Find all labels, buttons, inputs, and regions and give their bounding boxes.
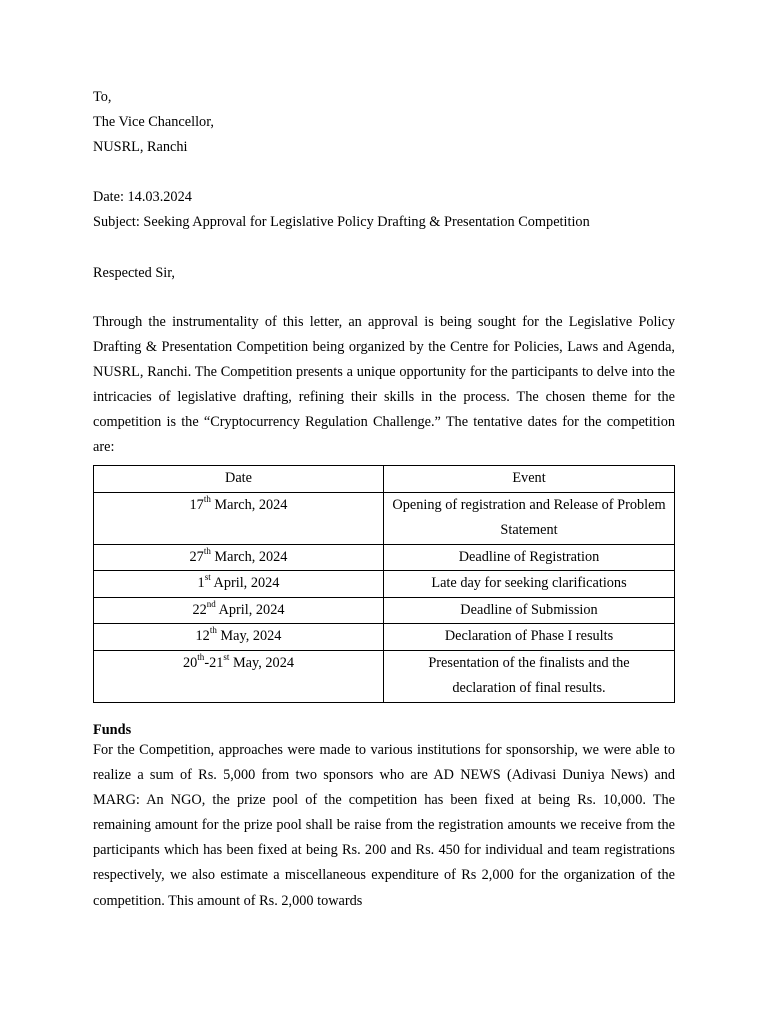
table-row — [94, 624, 675, 651]
funds-heading: Funds — [93, 722, 132, 738]
table-header-row — [94, 466, 675, 493]
event-cell: Presentation of the finalists and the declaration of final results. — [384, 650, 675, 702]
table-row — [94, 650, 675, 702]
salutation: Respected Sir, — [93, 265, 176, 281]
funds-paragraph-text: For the Competition, approaches were made to various institutions for sponsorship, we were able to realize a sum of Rs. 5,000 from two sponsors who are AD NEWS (Adivasi Duniya News) and MARG: An NGO, the prize pool of the competition has been fixed at being Rs. 10,000. The remaining amount for the prize pool shall be raise from the registration amounts we receive from the participants which has been fixed at being Rs. 200 and Rs. 450 for individual and team registrations respectively, we also estimate a miscellaneous expenditure of Rs 2,000 for the organization of the competition. This amount of Rs. 2,000 towards — [93, 742, 675, 909]
date-cell: 17th March, 2024 — [94, 492, 384, 544]
table-row — [94, 492, 675, 544]
header-event: Event — [384, 466, 675, 493]
table-row — [94, 544, 675, 571]
funds-paragraph — [93, 738, 675, 914]
address-to: To, — [93, 89, 112, 105]
date-cell: 27th March, 2024 — [94, 544, 384, 571]
letter-date: Date: 14.03.2024 — [93, 189, 192, 205]
address-recipient: The Vice Chancellor, — [93, 114, 214, 130]
intro-paragraph — [93, 310, 675, 461]
event-cell: Late day for seeking clarifications — [384, 571, 675, 598]
address-institution: NUSRL, Ranchi — [93, 139, 188, 155]
schedule-table — [93, 465, 675, 703]
event-cell: Declaration of Phase I results — [384, 624, 675, 651]
letter-subject: Subject: Seeking Approval for Legislative Policy Drafting & Presentation Competition — [93, 214, 590, 230]
event-cell: Deadline of Registration — [384, 544, 675, 571]
date-cell: 20th-21st May, 2024 — [94, 650, 384, 702]
intro-paragraph-text: Through the instrumentality of this letter, an approval is being sought for the Legislative Policy Drafting & Presentation Competition being organized by the Centre for Policies, Laws and Agenda, NUSRL, Ranchi. The Competition presents a unique opportunity for the participants to delve into the intricacies of legislative drafting, refining their skills in the process. The chosen theme for the competition is the “Cryptocurrency Regulation Challenge.” The tentative dates for the competition are: — [93, 314, 675, 456]
date-cell: 12th May, 2024 — [94, 624, 384, 651]
date-cell: 1st April, 2024 — [94, 571, 384, 598]
table-row — [94, 571, 675, 598]
header-date: Date — [94, 466, 384, 493]
event-cell: Opening of registration and Release of Problem Statement — [384, 492, 675, 544]
date-cell: 22nd April, 2024 — [94, 597, 384, 624]
event-cell: Deadline of Submission — [384, 597, 675, 624]
table-row — [94, 597, 675, 624]
